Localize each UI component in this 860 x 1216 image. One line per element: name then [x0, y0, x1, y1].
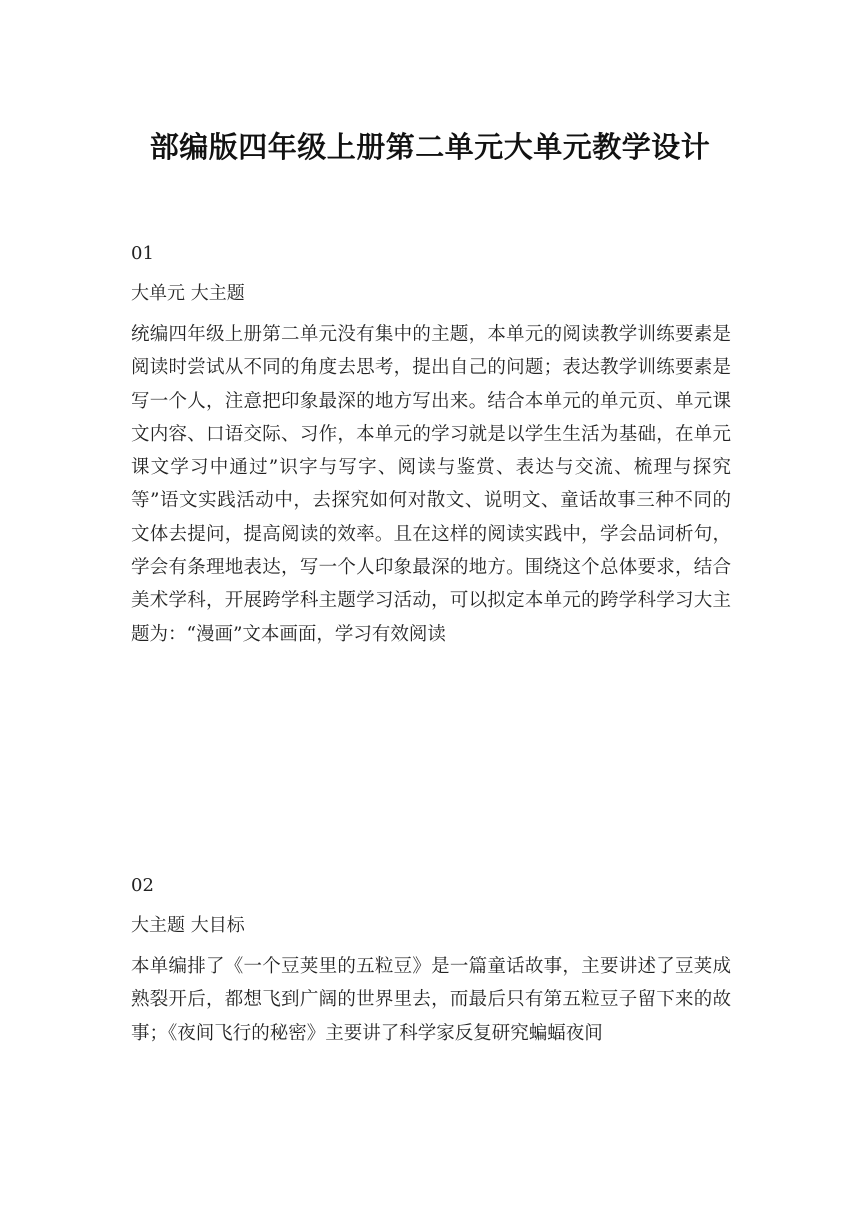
document-title: 部编版四年级上册第二单元大单元教学设计 [149, 130, 711, 164]
section-heading: 大主题 大目标 [131, 915, 245, 936]
section-heading: 大单元 大主题 [131, 283, 245, 304]
section-number: 02 [131, 875, 154, 896]
section-02 [131, 874, 731, 1050]
section-01 [131, 242, 731, 651]
section-body: 统编四年级上册第二单元没有集中的主题，本单元的阅读教学训练要素是阅读时尝试从不同的角度去思考，提出自己的问题；表达教学训练要素是写一个人，注意把印象最深的地方写出来。结合本单元的单元页、单元课文内容、口语交际、习作，本单元的学习就是以学生生活为基础，在单元课文学习中通过”识字与写字、阅读与鉴赏、表达与交流、梳理与探究等”语文实践活动中，去探究如何对散文、说明文、童话故事三种不同的文体去提问，提高阅读的效率。且在这样的阅读实践中，学会品词析句，学会有条理地表达，写一个人印象最深的地方。围绕这个总体要求，结合美术学科，开展跨学科主题学习活动，可以拟定本单元的跨学科学习大主题为：“漫画”文本画面，学习有效阅读 [131, 324, 731, 645]
section-number: 01 [131, 243, 154, 264]
section-body: 本单编排了《一个豆荚里的五粒豆》是一篇童话故事，主要讲述了豆荚成熟裂开后，都想飞到广阔的世界里去，而最后只有第五粒豆子留下来的故事；《夜间飞行的秘密》主要讲了科学家反复研究蝙蝠夜间 [131, 956, 731, 1044]
